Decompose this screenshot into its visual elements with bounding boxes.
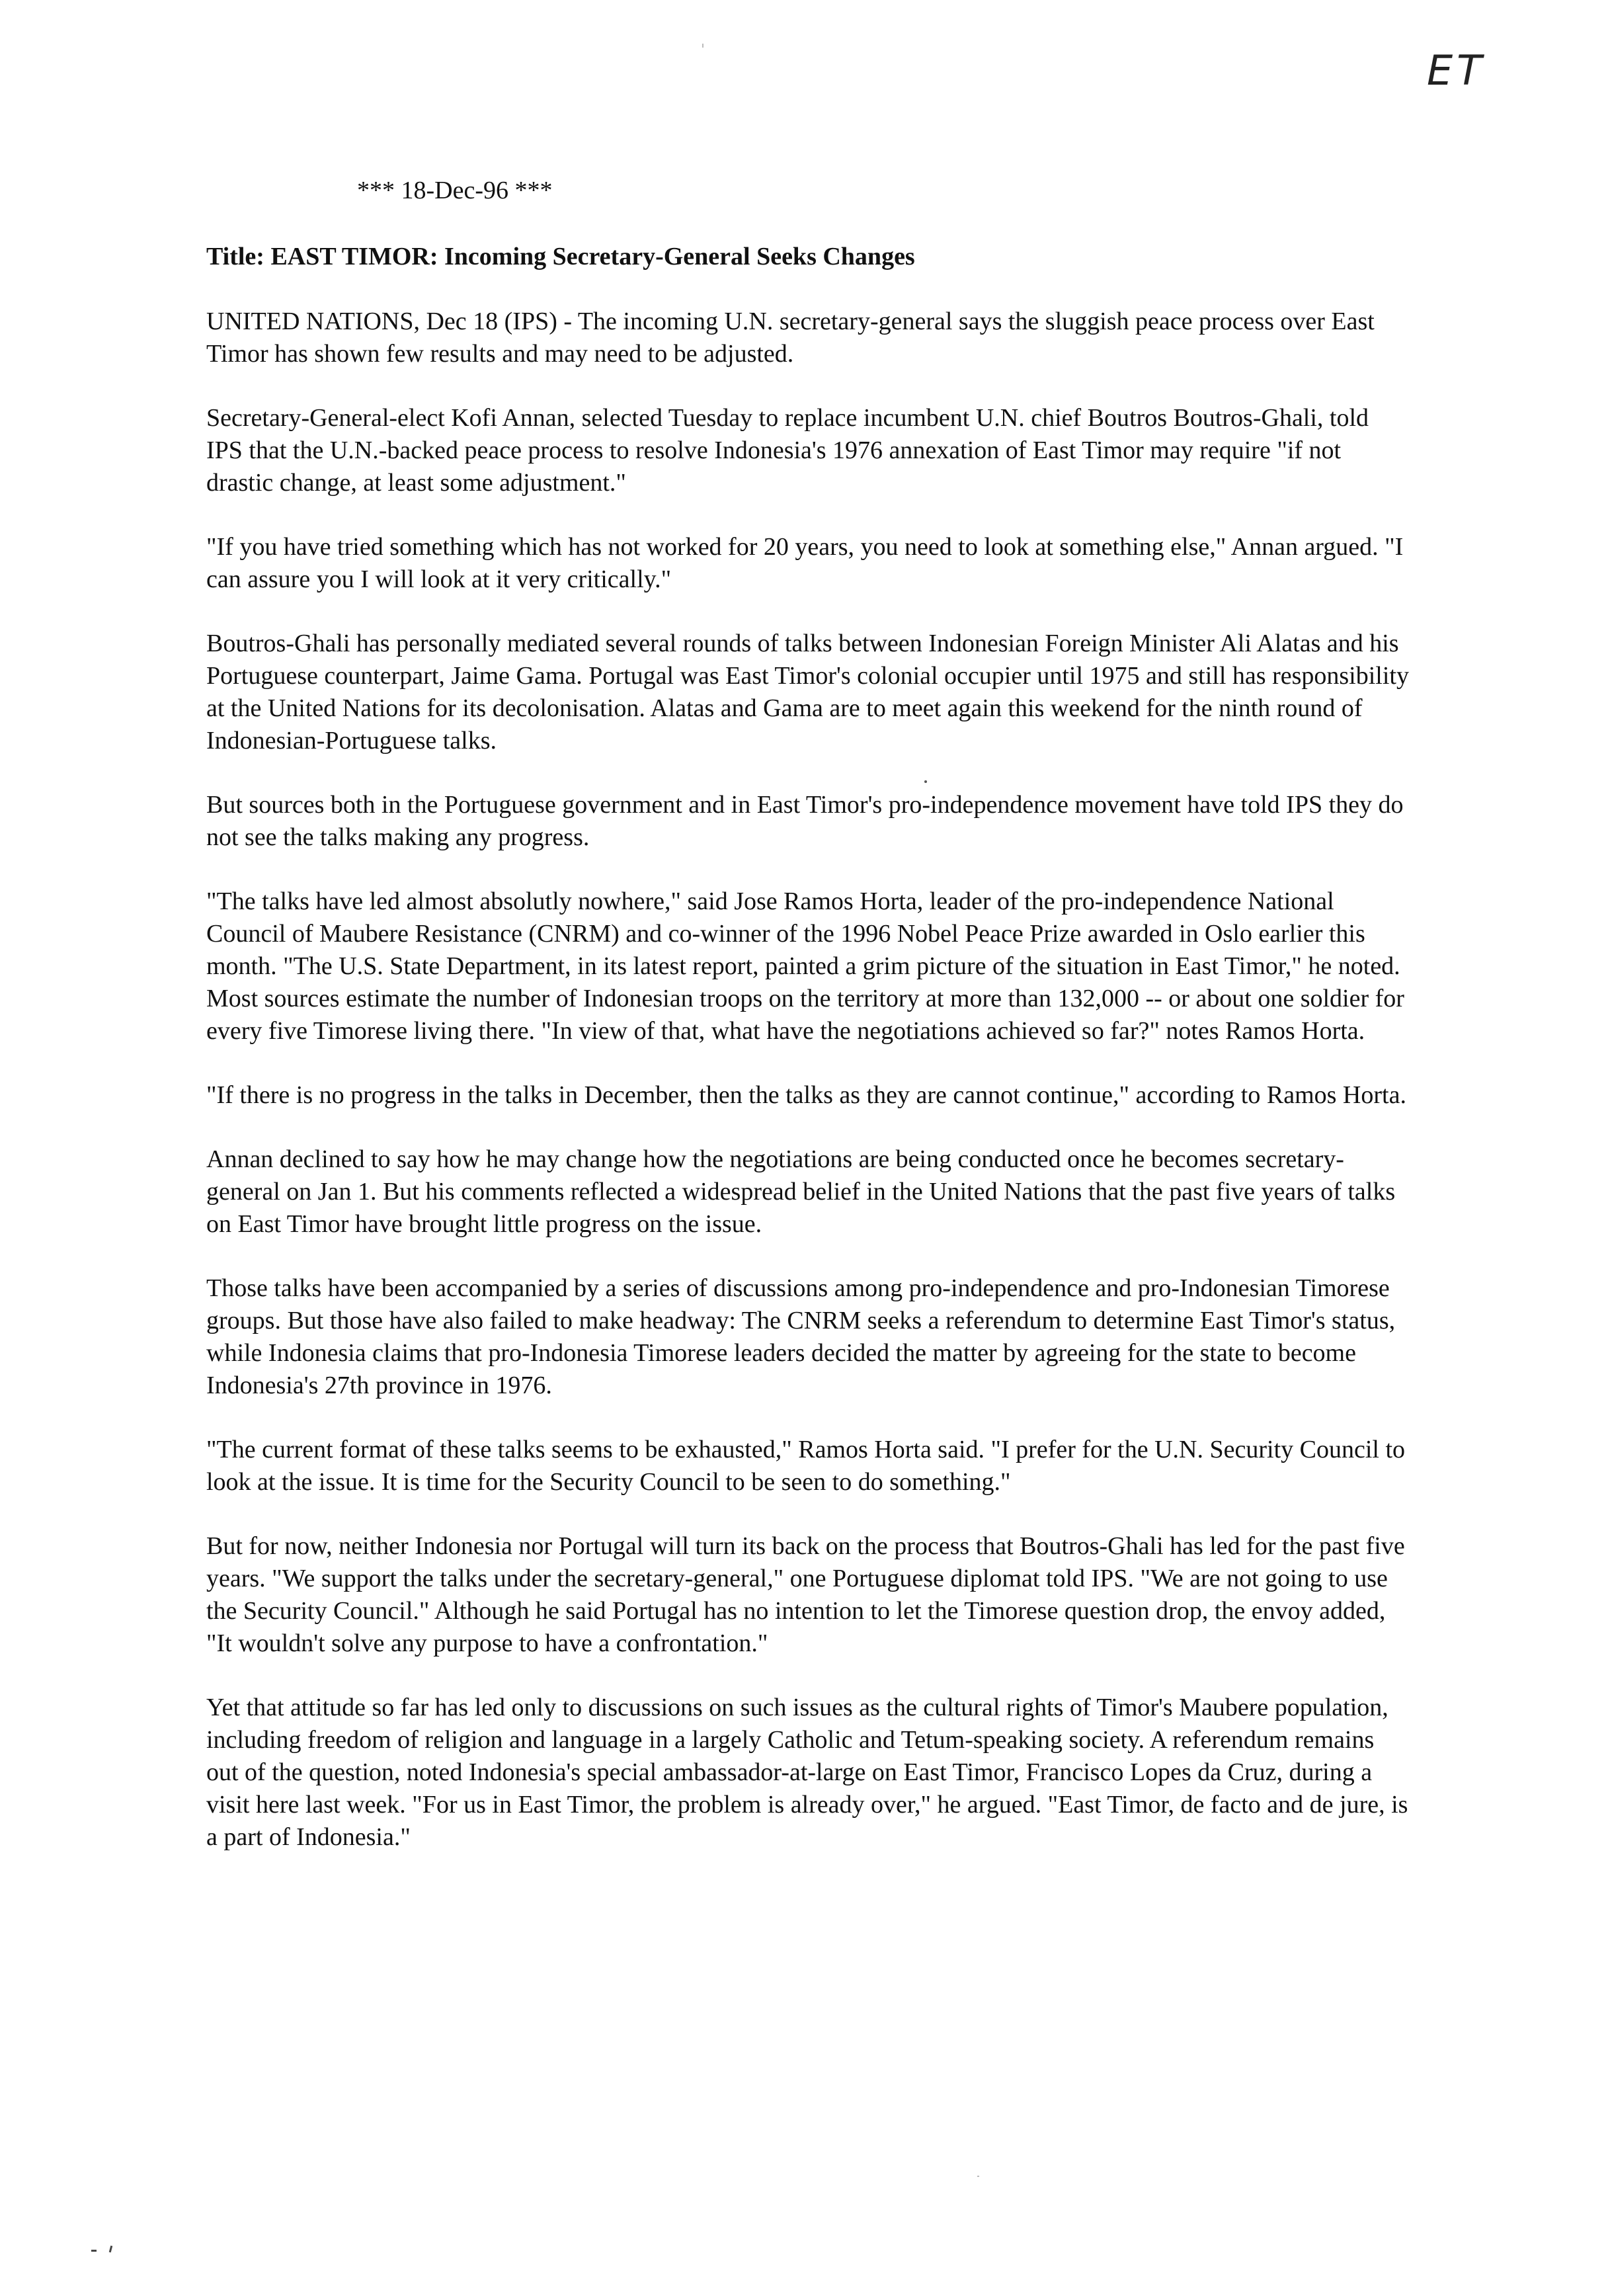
- article-body: [206, 306, 1410, 1885]
- article-paragraph: Boutros-Ghali has personally mediated several rounds of talks between Indonesian Foreign Minister Ali Alatas and his Portuguese counterpart, Jaime Gama. Portugal was East Timor's colonial occupier until 1975 and still has responsibility at the United Nations for its decolonisation. Alatas and Gama are to meet again this weekend for the ninth round of Indonesian-Portuguese talks.: [206, 630, 1409, 755]
- scan-speck: [977, 2176, 979, 2177]
- date-line: *** 18-Dec-96 ***: [357, 177, 553, 204]
- article-paragraph: But for now, neither Indonesia nor Portugal will turn its back on the process that Boutros-Ghali has led for the past five years. "We support the talks under the secretary-general," one Portuguese diplomat told IPS. "We are not going to use the Security Council." Although he said Portugal has no intention to let the Timorese question drop, the envoy added, "It wouldn't solve any purpose to have a confrontation.": [206, 1532, 1405, 1657]
- handwritten-annotation: ET: [1427, 46, 1486, 95]
- article-paragraph: But sources both in the Portuguese government and in East Timor's pro-independence movement have told IPS they do not see the talks making any progress.: [206, 791, 1404, 851]
- article-paragraph: "The current format of these talks seems to be exhausted," Ramos Horta said. "I prefer for the U.N. Security Council to look at the issue. It is time for the Security Council to be seen to do something.": [206, 1436, 1406, 1496]
- article-paragraph: "If you have tried something which has not worked for 20 years, you need to look at something else," Annan argued. "I can assure you I will look at it very critically.": [206, 533, 1404, 593]
- article-paragraph: "If there is no progress in the talks in December, then the talks as they are cannot continue," according to Ramos Horta.: [206, 1081, 1406, 1109]
- article-paragraph: Annan declined to say how he may change how the negotiations are being conducted once he becomes secretary-general on Jan 1. But his comments reflected a widespread belief in the United Nations that the past five years of talks on East Timor have brought little progress on the issue.: [206, 1145, 1396, 1238]
- article-paragraph: UNITED NATIONS, Dec 18 (IPS) - The incoming U.N. secretary-general says the sluggish peace process over East Timor has shown few results and may need to be adjusted.: [206, 308, 1375, 368]
- article-paragraph: Secretary-General-elect Kofi Annan, selected Tuesday to replace incumbent U.N. chief Boutros Boutros-Ghali, told IPS that the U.N.-backed peace process to resolve Indonesia's 1976 annexation of East Timor may require "if not drastic change, at least some adjustment.": [206, 404, 1369, 497]
- scan-speck: [91, 2250, 97, 2252]
- article-paragraph: "The talks have led almost absolutly nowhere," said Jose Ramos Horta, leader of the pro-independence National Council of Maubere Resistance (CNRM) and co-winner of the 1996 Nobel Peace Prize awarded in Oslo earlier this month. "The U.S. State Department, in its latest report, painted a grim picture of the situation in East Timor," he noted. Most sources estimate the number of Indonesian troops on the territory at more than 132,000 -- or about one soldier for every five Timorese living there. "In view of that, what have the negotiations achieved so far?" notes Ramos Horta.: [206, 887, 1404, 1045]
- article-paragraph: Yet that attitude so far has led only to discussions on such issues as the cultural rights of Timor's Maubere population, including freedom of religion and language in a largely Catholic and Tetum-speaking society. A referendum remains out of the question, noted Indonesia's special ambassador-at-large on East Timor, Francisco Lopes da Cruz, during a visit here last week. "For us in East Timor, the problem is already over," he argued. "East Timor, de facto and de jure, is a part of Indonesia.": [206, 1694, 1408, 1851]
- scan-speck: [702, 44, 704, 48]
- scan-speck: [109, 2246, 112, 2252]
- scan-speck: [924, 780, 927, 783]
- article-title: Title: EAST TIMOR: Incoming Secretary-General Seeks Changes: [206, 243, 915, 270]
- article-paragraph: Those talks have been accompanied by a series of discussions among pro-independence and pro-Indonesian Timorese groups. But those have also failed to make headway: The CNRM seeks a referendum to determine East Timor's status, while Indonesia claims that pro-Indonesia Timorese leaders decided the matter by agreeing for the state to become Indonesia's 27th province in 1976.: [206, 1274, 1396, 1399]
